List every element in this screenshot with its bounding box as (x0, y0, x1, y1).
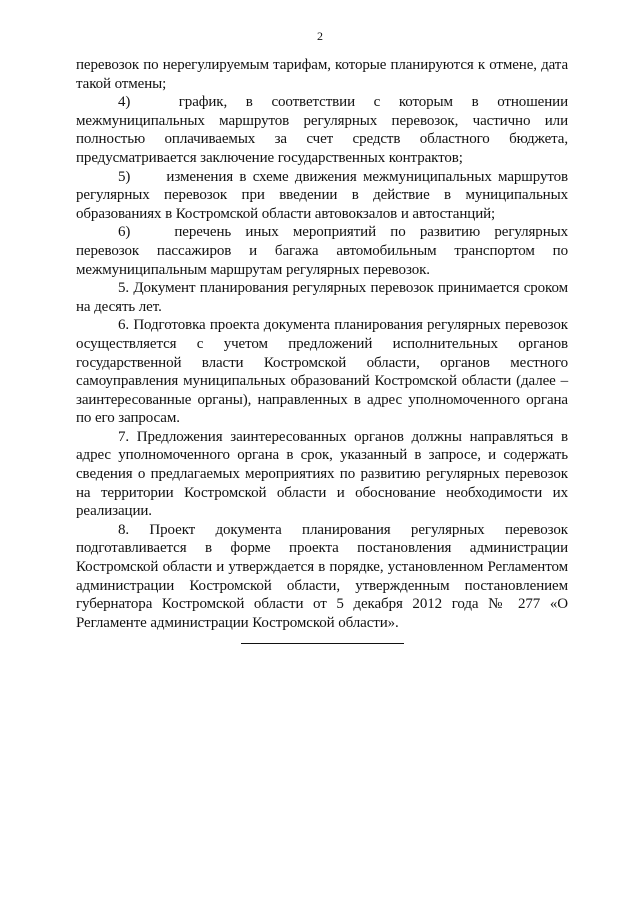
clause-8: 8. Проект документа планирования регулярных перевозок подготавливается в форме проекта постановления администрации Костромской области и утверждается в порядке, установленном Регламентом администрации Костромской области, утвержденным постановлением губернатора Костромской области от 5 декабря 2012 года № 277 «О Регламенте администрации Костромской области». (76, 521, 568, 631)
list-item-4: 4) график, в соответствии с которым в отношении межмуниципальных маршрутов регулярных перевозок, частично или полностью оплачиваемых за счет средств областного бюджета, предусматривается заключение государственных контрактов; (76, 94, 568, 166)
page-number: 2 (317, 29, 323, 43)
list-item-5: 5) изменения в схеме движения межмуниципальных маршрутов регулярных перевозок при введении в действие в муниципальных образованиях в Костромской области автовокзалов и автостанций; (76, 168, 568, 222)
clause-7: 7. Предложения заинтересованных органов должны направляться в адрес уполномоченного органа в срок, указанный в запросе, и содержать сведения о предлагаемых мероприятиях по развитию регулярных перевозок на территории Костромской области и обоснование необходимости их реализации. (76, 428, 568, 520)
clause-5: 5. Документ планирования регулярных перевозок принимается сроком на десять лет. (76, 280, 568, 315)
clause-6: 6. Подготовка проекта документа планирования регулярных перевозок осуществляется с учетом предложений исполнительных органов государственной власти Костромской области, органов местного самоуправления муниципальных образований Костромской области (далее – заинтересованные органы), направленных в адрес уполномоченного органа по его запросам. (76, 317, 568, 427)
paragraph-continuation: перевозок по нерегулируемым тарифам, которые планируются к отмене, дата такой отмены; (76, 57, 568, 92)
list-item-6: 6) перечень иных мероприятий по развитию регулярных перевозок пассажиров и багажа автомобильным транспортом по межмуниципальным маршрутам регулярных перевозок. (76, 224, 568, 278)
document-body (76, 56, 568, 632)
end-separator-line (241, 643, 404, 644)
